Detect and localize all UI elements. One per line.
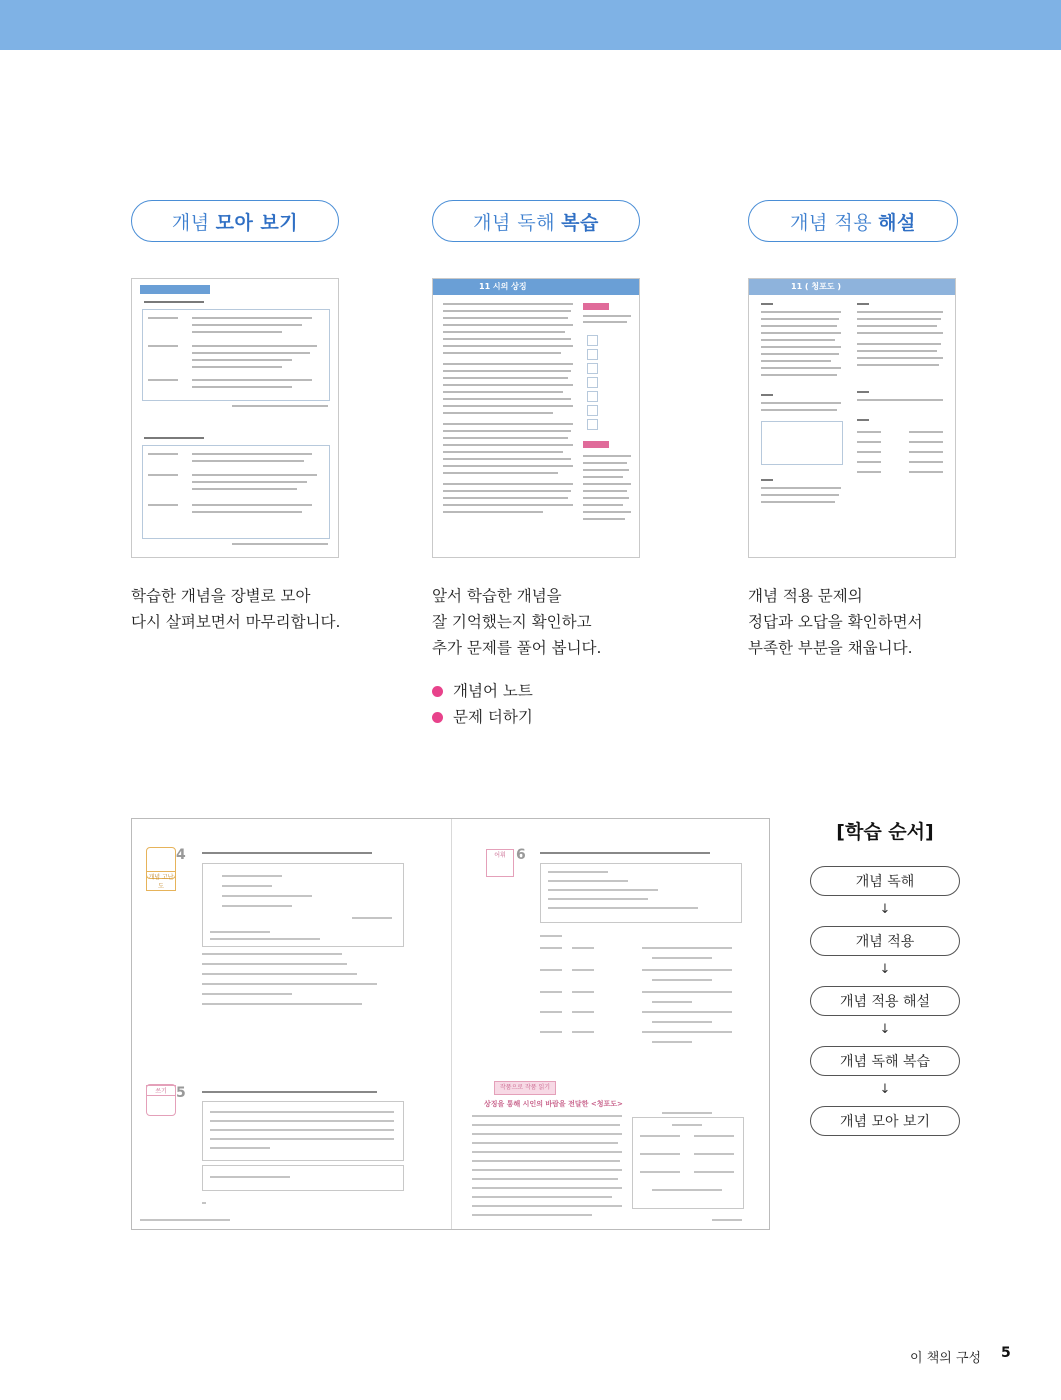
pill-bold-text: 복습 [561,211,599,234]
description-concept-reading-review [432,583,601,661]
order-arrow-icon: ↓ [879,902,891,917]
bullet-label: 개념어 노트 [453,682,533,700]
description-concept-collection [131,583,340,635]
order-step-2: 개념 적용 [810,926,960,956]
thumbnail-concept-application-answers [748,278,956,558]
learning-order-title: [학습 순서] [836,821,934,843]
reading-section-title: 상징을 통해 시인의 바람을 전달한 <청포도> [484,1100,623,1108]
page-number: 5 [1001,1345,1011,1361]
spread-gutter [451,819,452,1229]
footer-label: 이 책의 구성 [910,1351,982,1366]
desc-line: 추가 문제를 풀어 봅니다. [432,639,602,657]
pill-concept-collection [131,200,339,242]
q5-tag: 쓰기 [146,1085,176,1096]
description-concept-application-answers [748,583,923,661]
sample-spread-preview [131,818,770,1230]
pill-normal-text: 개념 독해 [473,211,556,234]
order-step-3: 개념 적용 해설 [810,986,960,1016]
reading-section-tag: 작품으로 작품 읽기 [494,1081,556,1095]
desc-line: 학습한 개념을 장별로 모아 [131,587,311,605]
top-color-band [0,0,1061,50]
bullet-item [432,678,533,704]
desc-line: 다시 살펴보면서 마무리합니다. [131,613,341,631]
pill-normal-text: 개념 [171,211,210,234]
pill-concept-application-answers [748,200,958,242]
review-header-title: 11 시의 상징 [479,282,527,291]
bullet-label: 문제 더하기 [453,708,533,726]
order-arrow-icon: ↓ [879,1082,891,1097]
question-number-4: 4 [176,847,186,863]
order-step-1: 개념 독해 [810,866,960,896]
q4-tag: 개념 고난도 [146,871,176,891]
question-number-6: 6 [516,847,526,863]
thumbnail-concept-collection [131,278,339,558]
order-step-4: 개념 독해 복습 [810,1046,960,1076]
order-arrow-icon: ↓ [879,962,891,977]
bullet-item [432,704,533,730]
q6-tag: 어휘 [486,849,514,877]
pill-normal-text: 개념 적용 [790,211,873,234]
bullet-dot-icon [432,712,443,723]
thumbnail-concept-reading-review [432,278,640,558]
pill-concept-reading-review [432,200,640,242]
bullet-dot-icon [432,686,443,697]
order-arrow-icon: ↓ [879,1022,891,1037]
desc-line: 부족한 부분을 채웁니다. [748,639,913,657]
desc-line: 정답과 오답을 확인하면서 [748,613,923,631]
answer-header-title: 11 ( 청포도 ) [791,282,841,291]
desc-line: 앞서 학습한 개념을 [432,587,562,605]
desc-line: 잘 기억했는지 확인하고 [432,613,592,631]
question-number-5: 5 [176,1085,186,1101]
review-bullet-list [432,678,533,730]
desc-line: 개념 적용 문제의 [748,587,863,605]
pill-bold-text: 해설 [878,211,916,234]
pill-bold-text: 모아 보기 [215,211,299,234]
order-step-5: 개념 모아 보기 [810,1106,960,1136]
